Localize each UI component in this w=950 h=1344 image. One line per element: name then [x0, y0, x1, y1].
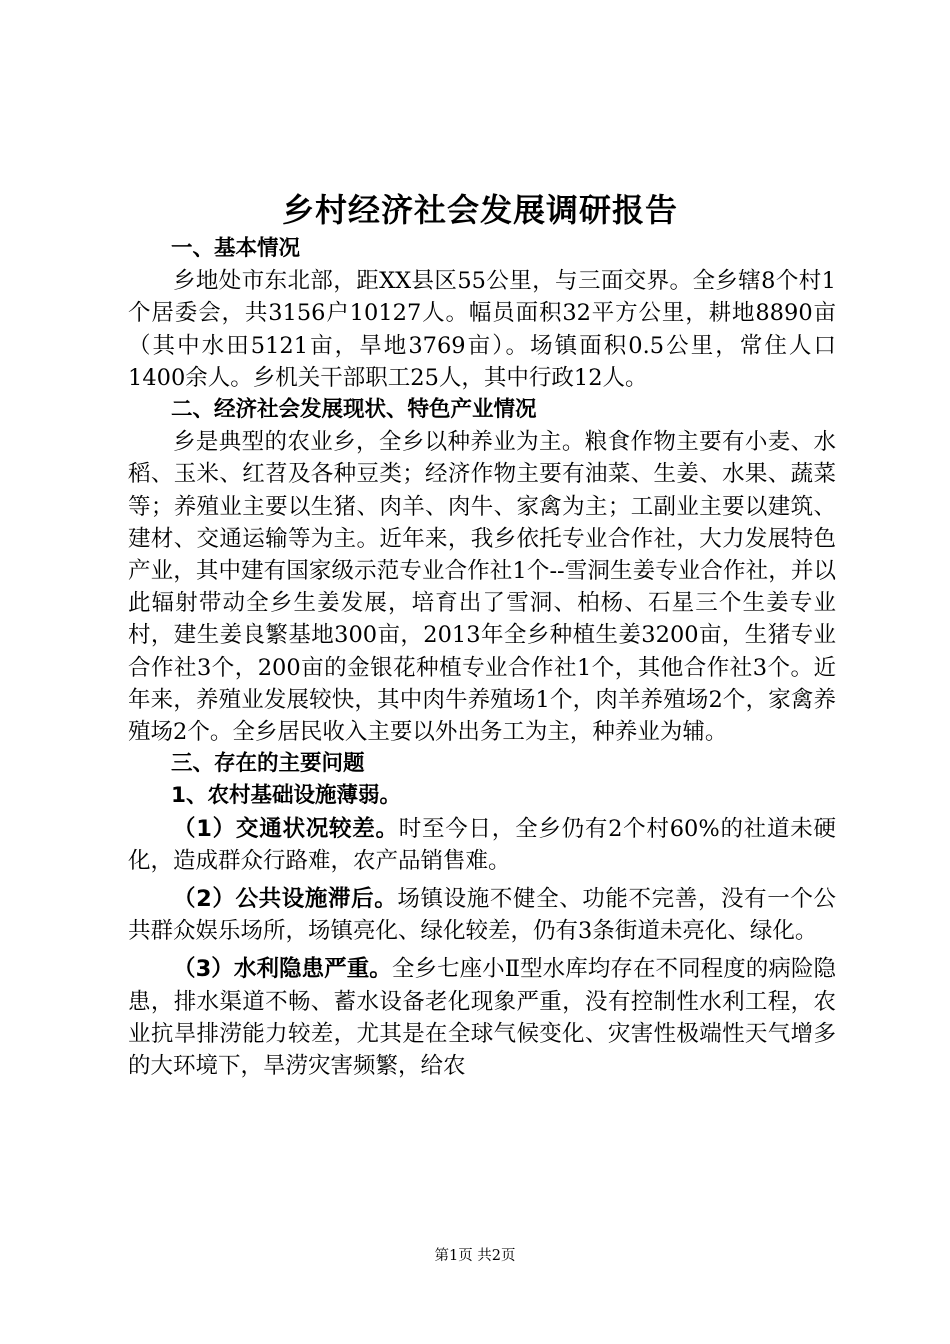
problem-text-transport: 时至今日，全乡仍有2个村60%的社道未硬化，造成群众行路难，农产品销售难。: [128, 815, 837, 874]
section-heading-development-status: 二、经济社会发展现状、特色产业情况: [171, 397, 537, 423]
document-body: [128, 233, 836, 1082]
document-title: 乡村经济社会发展调研报告: [281, 191, 678, 229]
section-heading-main-problems: 三、存在的主要问题: [171, 751, 365, 777]
problem-item-transport: [128, 813, 836, 877]
problem-item-public-facilities: [128, 883, 836, 947]
problem-label-public-facilities: （2）公共设施滞后。: [173, 886, 398, 913]
paragraph-basic-info: 乡地处市东北部，距XX县区55公里，与三面交界。全乡辖8个村1个居委会，共3156户10127人。幅员面积32平方公里，耕地8890亩（其中水田5121亩，旱地3769亩）。场镇面积0.5公里，常住人口1400余人。乡机关干部职工25人，其中行政12人。: [128, 268, 836, 391]
problem-text-public-facilities: 场镇设施不健全、功能不完善，没有一个公共群众娱乐场所，场镇亮化、绿化较差，仍有3条街道未亮化、绿化。: [128, 886, 836, 945]
problem-text-water-conservancy: 全乡七座小Ⅱ型水库均存在不同程度的病险隐患，排水渠道不畅、蓄水设备老化现象严重，没有控制性水利工程，农业抗旱排涝能力较差，尤其是在全球气候变化、灾害性极端性天气增多的大环境下，旱涝灾害频繁，给农: [128, 956, 837, 1080]
problem-label-water-conservancy: （3）水利隐患严重。: [173, 956, 392, 983]
paragraph-development-status: 乡是典型的农业乡，全乡以种养业为主。粮食作物主要有小麦、水稻、玉米、红苕及各种豆类；经济作物主要有油菜、生姜、水果、蔬菜等；养殖业主要以生猪、肉羊、肉牛、家禽为主；工副业主要以建筑、建材、交通运输等为主。近年来，我乡依托专业合作社，大力发展特色产业，其中建有国家级示范专业合作社1个--雪洞生姜专业合作社，并以此辐射带动全乡生姜发展，培育出了雪洞、柏杨、石星三个生姜专业村，建生姜良繁基地300亩，2013年全乡种植生姜3200亩，生猪专业合作社3个，200亩的金银花种植专业合作社1个，其他合作社3个。近年来，养殖业发展较快，其中肉牛养殖场1个，肉羊养殖场2个，家禽养殖场2个。全乡居民收入主要以外出务工为主，种养业为辅。: [128, 429, 836, 746]
section-heading-basic-info: 一、基本情况: [171, 236, 301, 261]
subheading-infrastructure: 1、农村基础设施薄弱。: [171, 783, 401, 809]
problem-item-water-conservancy: [128, 953, 836, 1082]
page-footer: 第1页 共2页: [434, 1248, 516, 1264]
problem-label-transport: （1）交通状况较差。: [173, 815, 399, 842]
